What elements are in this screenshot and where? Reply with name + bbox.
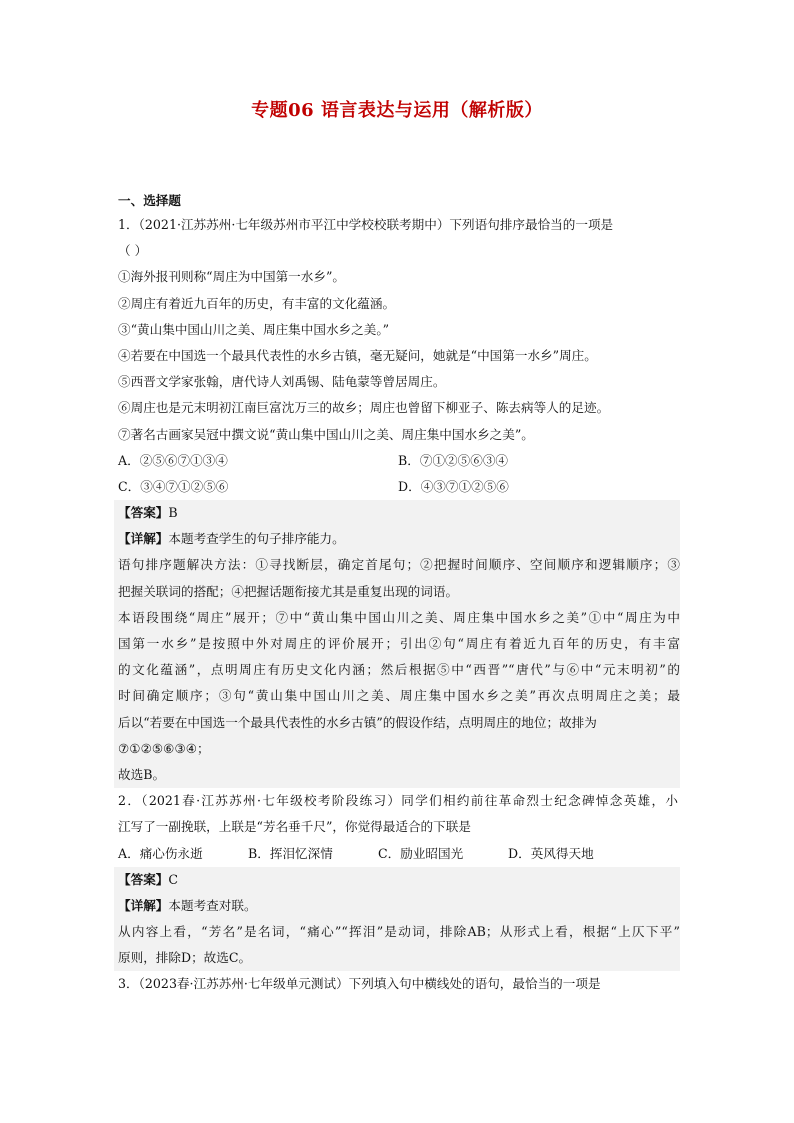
q2-analysis-line: 从内容上看，“芳名”是名词，“痛心”“挥泪”是动词，排除AB；从形式上看，根据“上仄下平” (118, 924, 680, 940)
q1-sentence: ②周庄有着近九百年的历史，有丰富的文化蕴涵。 (118, 295, 396, 311)
q1-stem: 1．（2021·江苏苏州·七年级苏州市平江中学校校联考期中）下列语句排序最恰当的一项是 (118, 217, 614, 232)
q2-analysis-line: 原则，排除D；故选C。 (118, 950, 252, 966)
q1-answer-line (118, 500, 680, 526)
q1-analysis-line: 语句排序题解决方法：①寻找断层，确定首尾句；②把握时间顺序、空间顺序和逻辑顺序；③ (118, 557, 680, 573)
document-body (118, 190, 678, 998)
q1-sentence: ③“黄山集中国山川之美、周庄集中国水乡之美。” (118, 321, 390, 337)
q2-answer-line (118, 867, 680, 893)
q2-options-row (118, 841, 678, 867)
q2-answer-block (114, 867, 680, 972)
q1-answer: B (168, 505, 178, 521)
q1-options-row (118, 474, 678, 500)
analysis-tag: 【详解】 (118, 897, 169, 913)
q1-sentence: ④若要在中国选一个最具代表性的水乡古镇，毫无疑问，她就是“中国第一水乡”周庄。 (118, 347, 597, 363)
q1-options-row (118, 448, 678, 474)
section-heading: 一、选择题 (118, 193, 181, 208)
q2-stem: 江写了一副挽联，上联是“芳名垂千尺”，你觉得最适合的下联是 (118, 819, 471, 835)
q1-sentence: ⑥周庄也是元末明初江南巨富沈万三的故乡；周庄也曾留下柳亚子、陈去病等人的足迹。 (118, 400, 610, 416)
q2-stem: 2．（2021春·江苏苏州·七年级校考阶段练习）同学们相约前往革命烈士纪念碑悼念英雄，小 (118, 793, 678, 809)
q1-analysis-line: 把握关联词的搭配；④把握话题衔接尤其是重复出现的词语。 (118, 583, 459, 599)
q1-sentence: ⑦著名古画家吴冠中撰文说“黄山集中国山川之美、周庄集中国水乡之美”。 (118, 426, 534, 442)
q2-answer: C (168, 871, 179, 887)
q1-analysis-line: 本语段围绕“周庄”展开；⑦中“黄山集中国山川之美、周庄集中国水乡之美”①中“周庄为中 (118, 609, 680, 625)
q1-analysis-intro-text: 本题考查学生的句子排序能力。 (168, 531, 345, 547)
q3-stem: 3．（2023春·江苏苏州·七年级单元测试）下列填入句中横线处的语句，最恰当的一项是 (118, 976, 601, 992)
q1-analysis-line: 时间确定顺序；③句“黄山集中国山川之美、周庄集中国水乡之美”再次点明周庄之美；最 (118, 688, 680, 704)
q1-option-c: C．③④⑦①②⑤⑥ (118, 478, 229, 494)
q2-option-b: B．挥泪忆深情 (248, 845, 333, 861)
q1-option-a: A．②⑤⑥⑦①③④ (118, 452, 228, 468)
page-title: 专题06 语言表达与运用（解析版） (251, 100, 543, 121)
q1-sentence: ⑤西晋文学家张翰，唐代诗人刘禹锡、陆龟蒙等曾居周庄。 (118, 374, 446, 390)
q1-blank: （ ） (118, 243, 148, 259)
q1-analysis-intro (118, 526, 680, 552)
q1-option-d: D．④③⑦①②⑤⑥ (398, 478, 509, 494)
q2-analysis-intro (118, 893, 680, 919)
q2-option-d: D．英风得天地 (508, 845, 594, 861)
q1-answer-block (114, 500, 680, 788)
q2-analysis-intro-text: 本题考查对联。 (168, 897, 257, 913)
q1-analysis-line: 国第一水乡”是按照中外对周庄的评价展开；引出②句“周庄有着近九百年的历史，有丰富 (118, 636, 680, 651)
q2-option-a: A．痛心伤永逝 (118, 845, 203, 861)
q1-analysis-line: 故选B。 (118, 766, 166, 782)
answer-tag: 【答案】 (118, 871, 169, 887)
answer-tag: 【答案】 (118, 505, 169, 521)
q1-sentence: ①海外报刊则称“周庄为中国第一水乡”。 (118, 269, 345, 285)
q2-option-c: C．励业昭国光 (378, 845, 464, 861)
q1-analysis-line: 的文化蕴涵”，点明周庄有历史文化内涵；然后根据⑤中“西晋”“唐代”与⑥中“元末明初”的 (118, 662, 680, 678)
q1-analysis-line: 后以“若要在中国选一个最具代表性的水乡古镇”的假设作结，点明周庄的地位；故排为 (118, 714, 597, 730)
q1-analysis-line: ⑦①②⑤⑥③④； (118, 740, 210, 756)
q1-option-b: B．⑦①②⑤⑥③④ (398, 452, 509, 468)
analysis-tag: 【详解】 (118, 531, 169, 547)
